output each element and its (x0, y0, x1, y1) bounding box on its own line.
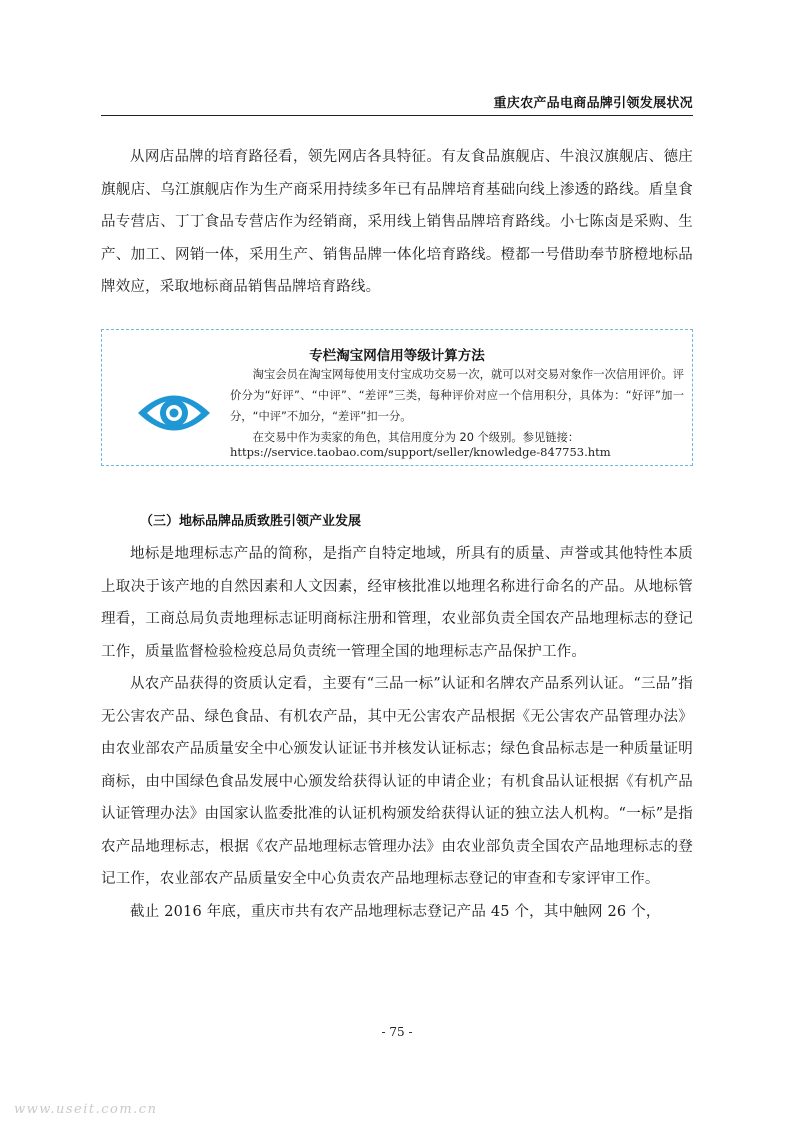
sidebar-text (230, 364, 684, 448)
sidebar-box (101, 329, 693, 466)
header-rule (101, 115, 693, 116)
sidebar-title: 专栏淘宝网信用等级计算方法 (309, 348, 485, 364)
intro-block (101, 141, 693, 304)
section-block (101, 538, 693, 928)
section-heading: （三）地标品牌品质致胜引领产业发展 (140, 514, 362, 529)
section-paragraph: 从农产品获得的资质认定看，主要有“三品一标”认证和名牌农产品系列认证。“三品”指无公害农产品、绿色食品、有机农产品，其中无公害农产品根据《无公害农产品管理办法》由农业部农产品质量安全中心颁发认证证书并核发认证标志；绿色食品标志是一种质量证明商标，由中国绿色食品发展中心颁发给获得认证的申请企业；有机食品认证根据《有机产品认证管理办法》由国家认监委批准的认证机构颁发给获得认证的独立法人机构。“一标”是指农产品地理标志，根据《农产品地理标志管理办法》由农业部负责全国农产品地理标志的登记工作，农业部农产品质量安全中心负责农产品地理标志登记的审查和专家评审工作。 (101, 676, 693, 887)
page-number: - 75 - (381, 1025, 413, 1039)
intro-paragraph: 从网店品牌的培育路径看，领先网店各具特征。有友食品旗舰店、牛浪汉旗舰店、德庄旗舰店、乌江旗舰店作为生产商采用持续多年已有品牌培育基础向线上渗透的路线。盾皇食品专营店、丁丁食品专营店作为经销商，采用线上销售品牌培育路线。小七陈卤是采购、生产、加工、网销一体，采用生产、销售品牌一体化培育路线。橙都一号借助奉节脐橙地标品牌效应，采取地标商品销售品牌培育路线。 (101, 149, 693, 295)
sidebar-paragraph: 淘宝会员在淘宝网每使用支付宝成功交易一次，就可以对交易对象作一次信用评价。评价分为“好评”、“中评”、“差评”三类，每种评价对应一个信用积分，具体为：“好评”加一分，“中评”不加分，“差评”扣一分。 (230, 368, 684, 423)
section-paragraph: 截止 2016 年底，重庆市共有农产品地理标志登记产品 45 个，其中触网 26 个， (130, 903, 661, 920)
sidebar-paragraph: 在交易中作为卖家的角色，其信用度分为 20 个级别。参见链接： (252, 431, 580, 444)
watermark: www.useit.com.cn (14, 1102, 158, 1117)
sidebar-link[interactable]: https://service.taobao.com/support/seller/knowledge-847753.htm (230, 445, 611, 459)
header-title: 重庆农产品电商品牌引领发展状况 (493, 96, 693, 111)
eye-icon (134, 384, 214, 442)
section-paragraph: 地标是地理标志产品的简称，是指产自特定地域，所具有的质量、声誉或其他特性本质上取决于该产地的自然因素和人文因素，经审核批准以地理名称进行命名的产品。从地标管理看，工商总局负责地理标志证明商标注册和管理，农业部负责全国农产品地理标志的登记工作，质量监督检验检疫总局负责统一管理全国的地理标志产品保护工作。 (101, 546, 693, 660)
